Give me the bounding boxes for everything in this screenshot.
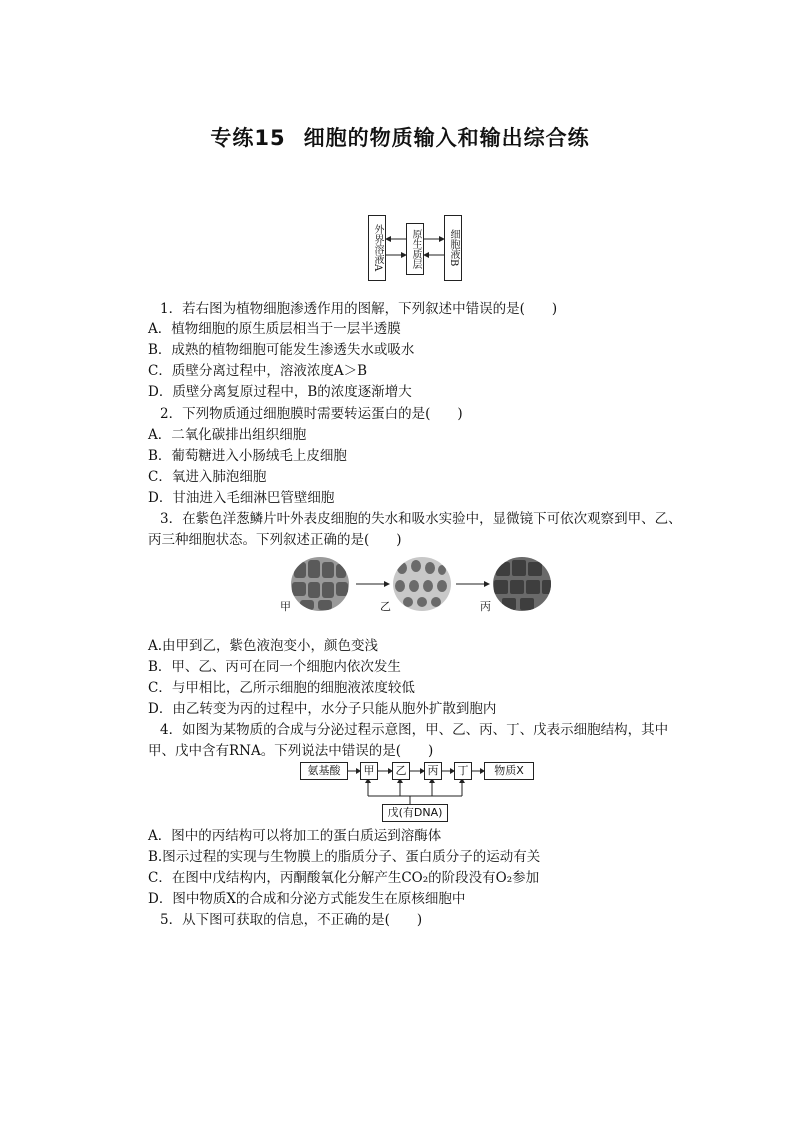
cell-sap-box: 细胞液B xyxy=(444,215,462,281)
q1-option-d: D．质壁分离复原过程中，B的浓度逐渐增大 xyxy=(148,384,412,400)
q1-option-a: A．植物细胞的原生质层相当于一层半透膜 xyxy=(148,321,401,337)
q4-stem-line1: 4．如图为某物质的合成与分泌过程示意图，甲、乙、丙、丁、戊表示细胞结构，其中 xyxy=(160,722,669,738)
q3-option-a: A.由甲到乙，紫色液泡变小，颜色变浅 xyxy=(148,638,379,654)
cell-label-bing: 丙 xyxy=(480,600,491,613)
outer-solution-box: 外界溶液A xyxy=(368,215,386,281)
q2-option-d: D．甘油进入毛细淋巴管壁细胞 xyxy=(148,490,335,506)
flow-box-substance-x: 物质X xyxy=(484,762,534,780)
q3-option-b: B．甲、乙、丙可在同一个细胞内依次发生 xyxy=(148,659,401,675)
q2-option-a: A．二氧化碳排出组织细胞 xyxy=(148,427,307,443)
q1-option-b: B．成熟的植物细胞可能发生渗透失水或吸水 xyxy=(148,342,415,358)
q4-option-a: A．图中的丙结构可以将加工的蛋白质运到溶酶体 xyxy=(148,828,442,844)
cell-bing-image xyxy=(492,556,552,612)
osmosis-diagram xyxy=(368,215,464,281)
secretion-flow-diagram xyxy=(300,762,540,824)
q2-stem: 2．下列物质通过细胞膜时需要转运蛋白的是( ) xyxy=(160,406,463,422)
q3-option-c: C．与甲相比，乙所示细胞的细胞液浓度较低 xyxy=(148,680,415,696)
q2-option-c: C．氧进入肺泡细胞 xyxy=(148,469,267,485)
q3-stem-line2: 丙三种细胞状态。下列叙述正确的是( ) xyxy=(148,532,402,548)
cell-jia-image xyxy=(290,556,350,612)
page-title xyxy=(0,122,800,152)
q2-option-b: B．葡萄糖进入小肠绒毛上皮细胞 xyxy=(148,448,347,464)
flow-box-wu: 戊(有DNA) xyxy=(382,804,448,822)
cell-yi-image xyxy=(392,556,452,612)
flow-box-amino-acid: 氨基酸 xyxy=(300,762,348,780)
title-main: 细胞的物质输入和输出综合练 xyxy=(303,126,590,150)
flow-box-bing: 丙 xyxy=(424,762,442,780)
flow-box-ding: 丁 xyxy=(454,762,472,780)
arrow-yi-to-bing xyxy=(456,580,490,588)
q3-stem-line1: 3．在紫色洋葱鳞片叶外表皮细胞的失水和吸水实验中，显微镜下可依次观察到甲、乙、 xyxy=(160,511,682,527)
cell-state-diagram xyxy=(280,556,550,616)
flow-box-yi: 乙 xyxy=(392,762,410,780)
q3-option-d: D．由乙转变为丙的过程中，水分子只能从胞外扩散到胞内 xyxy=(148,701,497,717)
arrow-jia-to-yi xyxy=(356,580,390,588)
q5-stem: 5．从下图可获取的信息，不正确的是( ) xyxy=(160,912,423,928)
cell-label-jia: 甲 xyxy=(280,600,291,613)
cell-label-yi: 乙 xyxy=(380,600,391,613)
q4-stem-line2: 甲、戊中含有RNA。下列说法中错误的是( ) xyxy=(148,743,434,759)
q4-option-b: B.图示过程的实现与生物膜上的脂质分子、蛋白质分子的运动有关 xyxy=(148,849,541,865)
q1-stem: 1．若右图为植物细胞渗透作用的图解，下列叙述中错误的是( ) xyxy=(160,301,558,317)
flow-box-jia: 甲 xyxy=(360,762,378,780)
title-prefix: 专练15 xyxy=(210,126,286,150)
q4-option-d: D．图中物质X的合成和分泌方式能发生在原核细胞中 xyxy=(148,891,466,907)
q4-option-c: C．在图中戊结构内，丙酮酸氧化分解产生CO₂的阶段没有O₂参加 xyxy=(148,870,540,886)
protoplast-layer-box: 原生质层 xyxy=(406,223,424,275)
q1-option-c: C．质壁分离过程中，溶液浓度A＞B xyxy=(148,363,367,379)
